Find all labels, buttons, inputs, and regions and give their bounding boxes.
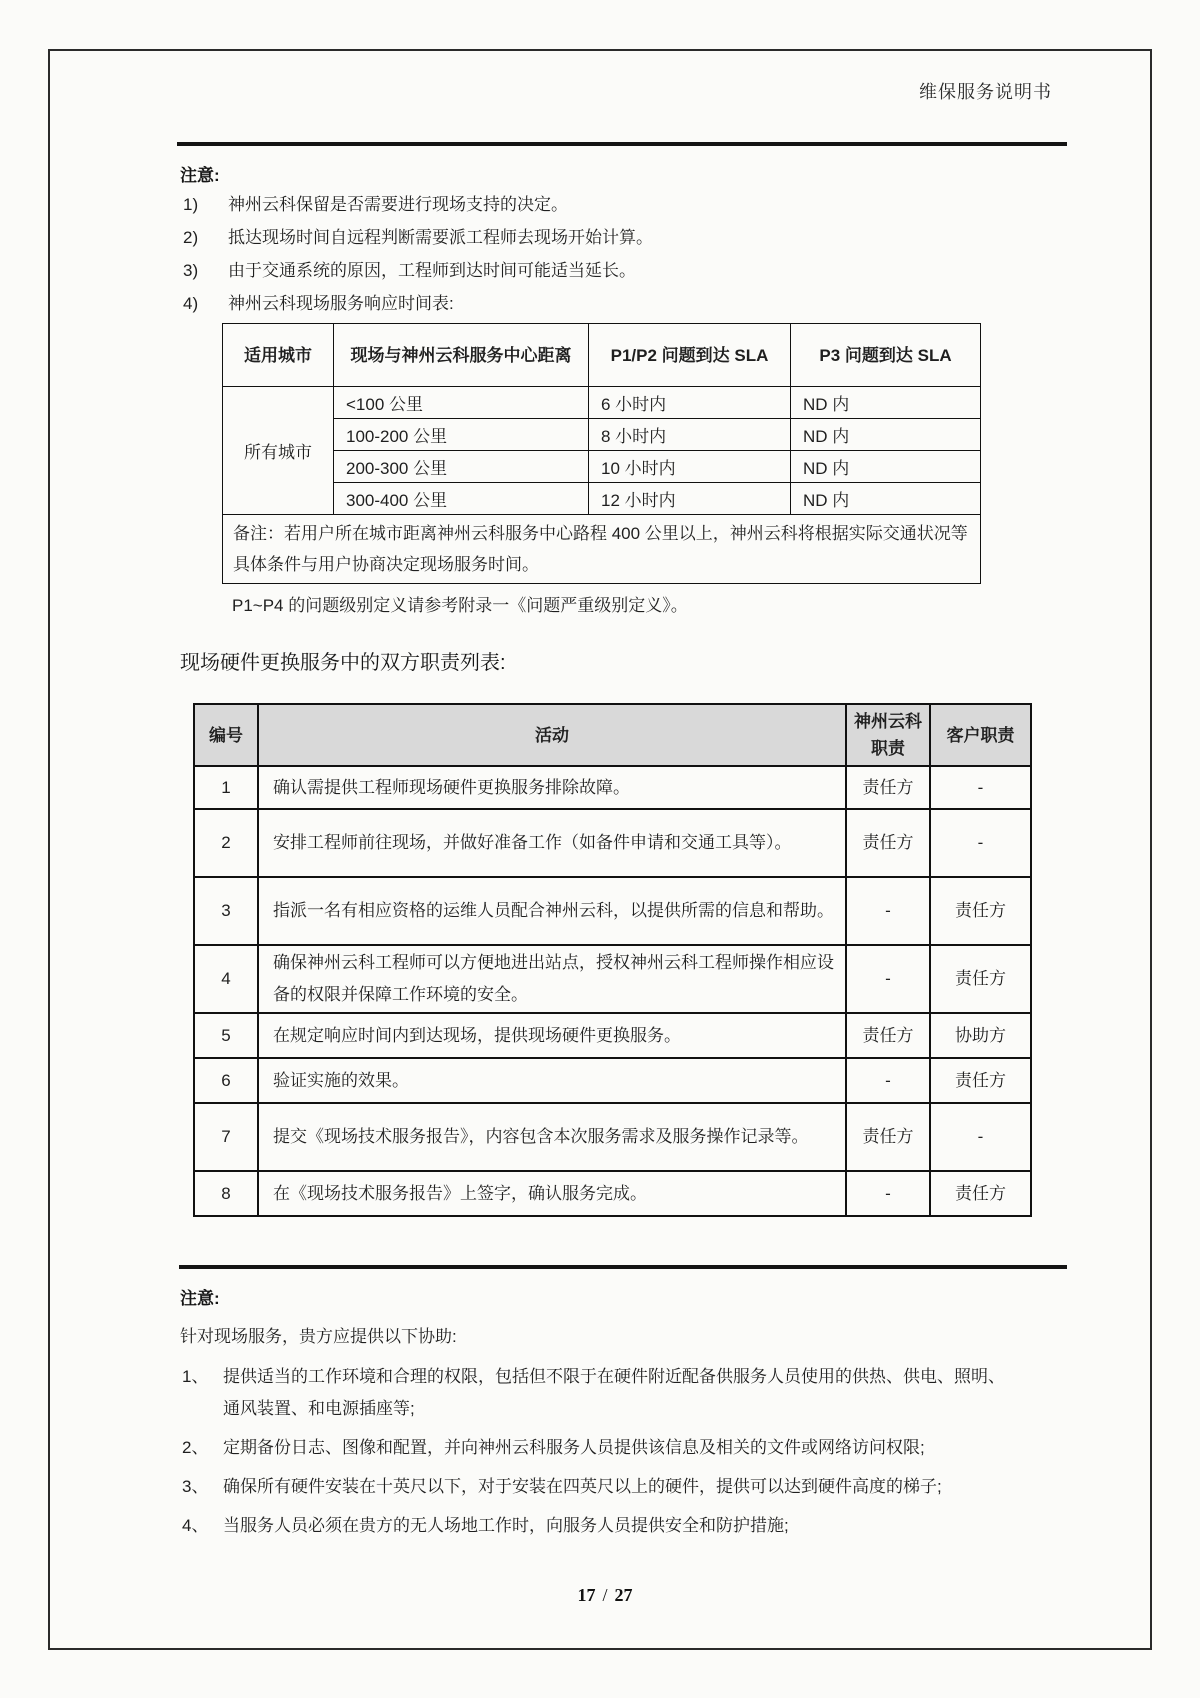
list-item-marker: 1)	[183, 195, 199, 214]
duty-vendor: -	[846, 1171, 930, 1216]
table-row	[194, 1058, 1031, 1103]
duty-activity: 确认需提供工程师现场硬件更换服务排除故障。	[258, 766, 846, 809]
sla-p1p2-cell: 8 小时内	[589, 419, 791, 451]
sla-remark-row	[223, 515, 981, 584]
duty-customer: 责任方	[930, 945, 1031, 1013]
sla-city-cell: 所有城市	[223, 387, 334, 515]
table-row	[194, 1013, 1031, 1058]
table-row	[194, 1171, 1031, 1216]
page-total: 27	[614, 1585, 633, 1605]
duty-vendor: 责任方	[846, 766, 930, 809]
notice2-list	[182, 1361, 1018, 1549]
sla-table	[222, 323, 981, 584]
list-item-marker: 2)	[183, 228, 199, 247]
duty-section-heading: 现场硬件更换服务中的双方职责列表:	[180, 652, 506, 674]
sla-header-p1p2: P1/P2 问题到达 SLA	[589, 324, 791, 387]
sla-p1p2-cell: 12 小时内	[589, 483, 791, 515]
sla-distance-cell: 300-400 公里	[334, 483, 589, 515]
list-item	[183, 260, 1063, 293]
duty-header-customer: 客户职责	[930, 704, 1031, 766]
duty-no: 1	[194, 766, 258, 809]
table-row	[194, 809, 1031, 877]
list-item	[182, 1471, 1018, 1503]
table-row	[223, 451, 981, 483]
page-current: 17	[577, 1585, 596, 1605]
table-row	[223, 387, 981, 419]
duty-vendor: 责任方	[846, 1103, 930, 1171]
sla-header-row	[223, 324, 981, 387]
duty-header-vendor: 神州云科职责	[846, 704, 930, 766]
sla-header-p3: P3 问题到达 SLA	[791, 324, 981, 387]
header-rule	[177, 142, 1067, 146]
list-item-text: 当服务人员必须在贵方的无人场地工作时，向服务人员提供安全和防护措施;	[223, 1516, 789, 1535]
list-item-text: 由于交通系统的原因，工程师到达时间可能适当延长。	[228, 261, 636, 280]
duty-customer: -	[930, 1103, 1031, 1171]
duty-table	[193, 703, 1032, 1217]
list-item-marker: 4)	[183, 294, 199, 313]
duty-vendor: -	[846, 945, 930, 1013]
list-item-text: 定期备份日志、图像和配置，并向神州云科服务人员提供该信息及相关的文件或网络访问权限;	[223, 1438, 925, 1457]
table-row	[194, 945, 1031, 1013]
notice1-label: 注意:	[180, 166, 220, 185]
duty-no: 4	[194, 945, 258, 1013]
list-item	[183, 293, 1063, 326]
list-item	[182, 1361, 1018, 1425]
list-item-text: 提供适当的工作环境和合理的权限，包括但不限于在硬件附近配备供服务人员使用的供热、供电、照明、通风装置、和电源插座等;	[223, 1367, 1005, 1418]
table-row	[223, 483, 981, 515]
duty-vendor: -	[846, 1058, 930, 1103]
sla-p3-cell: ND 内	[791, 451, 981, 483]
duty-no: 2	[194, 809, 258, 877]
duty-vendor: 责任方	[846, 809, 930, 877]
page-number	[0, 1585, 1200, 1606]
list-item-marker: 3)	[183, 261, 199, 280]
sla-distance-cell: 100-200 公里	[334, 419, 589, 451]
notice2-intro: 针对现场服务，贵方应提供以下协助:	[180, 1327, 457, 1346]
list-item-marker: 2、	[182, 1438, 209, 1457]
list-item	[183, 227, 1063, 260]
list-item-marker: 4、	[182, 1516, 209, 1535]
sla-remark-text: 备注：若用户所在城市距离神州云科服务中心路程 400 公里以上，神州云科将根据实际交通状况等具体条件与用户协商决定现场服务时间。	[223, 515, 981, 584]
duty-activity: 安排工程师前往现场，并做好准备工作（如备件申请和交通工具等）。	[258, 809, 846, 877]
duty-header-row	[194, 704, 1031, 766]
duty-customer: 责任方	[930, 877, 1031, 945]
table-row	[194, 1103, 1031, 1171]
duty-activity: 确保神州云科工程师可以方便地进出站点，授权神州云科工程师操作相应设备的权限并保障工作环境的安全。	[258, 945, 846, 1013]
list-item-text: 神州云科现场服务响应时间表:	[228, 294, 454, 313]
list-item-text: 确保所有硬件安装在十英尺以下，对于安装在四英尺以上的硬件，提供可以达到硬件高度的梯子;	[223, 1477, 942, 1496]
page-header-title: 维保服务说明书	[919, 82, 1052, 102]
duty-no: 6	[194, 1058, 258, 1103]
page-separator: /	[602, 1585, 608, 1605]
duty-activity: 指派一名有相应资格的运维人员配合神州云科，以提供所需的信息和帮助。	[258, 877, 846, 945]
list-item-marker: 1、	[182, 1367, 209, 1386]
sla-p1p2-cell: 10 小时内	[589, 451, 791, 483]
sla-header-city: 适用城市	[223, 324, 334, 387]
list-item-marker: 3、	[182, 1477, 209, 1496]
sla-distance-cell: 200-300 公里	[334, 451, 589, 483]
duty-customer: -	[930, 766, 1031, 809]
list-item	[182, 1510, 1018, 1542]
duty-vendor: -	[846, 877, 930, 945]
notice1-list	[183, 194, 1063, 326]
list-item	[182, 1432, 1018, 1464]
duty-header-no: 编号	[194, 704, 258, 766]
table-row	[194, 766, 1031, 809]
list-item-text: 抵达现场时间自远程判断需要派工程师去现场开始计算。	[228, 228, 653, 247]
duty-no: 5	[194, 1013, 258, 1058]
list-item	[183, 194, 1063, 227]
duty-customer: 责任方	[930, 1171, 1031, 1216]
duty-no: 7	[194, 1103, 258, 1171]
sla-p3-cell: ND 内	[791, 483, 981, 515]
duty-activity: 在《现场技术服务报告》上签字，确认服务完成。	[258, 1171, 846, 1216]
sla-note: P1~P4 的问题级别定义请参考附录一《问题严重级别定义》。	[232, 596, 688, 615]
duty-vendor: 责任方	[846, 1013, 930, 1058]
section-divider-rule	[179, 1265, 1067, 1269]
sla-p3-cell: ND 内	[791, 419, 981, 451]
duty-no: 3	[194, 877, 258, 945]
list-item-text: 神州云科保留是否需要进行现场支持的决定。	[228, 195, 568, 214]
notice2-label: 注意:	[180, 1289, 220, 1308]
duty-customer: 协助方	[930, 1013, 1031, 1058]
sla-distance-cell: <100 公里	[334, 387, 589, 419]
duty-no: 8	[194, 1171, 258, 1216]
sla-header-distance: 现场与神州云科服务中心距离	[334, 324, 589, 387]
duty-activity: 在规定响应时间内到达现场，提供现场硬件更换服务。	[258, 1013, 846, 1058]
table-row	[194, 877, 1031, 945]
table-row	[223, 419, 981, 451]
duty-activity: 验证实施的效果。	[258, 1058, 846, 1103]
sla-p3-cell: ND 内	[791, 387, 981, 419]
duty-customer: -	[930, 809, 1031, 877]
duty-header-activity: 活动	[258, 704, 846, 766]
sla-p1p2-cell: 6 小时内	[589, 387, 791, 419]
duty-customer: 责任方	[930, 1058, 1031, 1103]
duty-activity: 提交《现场技术服务报告》，内容包含本次服务需求及服务操作记录等。	[258, 1103, 846, 1171]
